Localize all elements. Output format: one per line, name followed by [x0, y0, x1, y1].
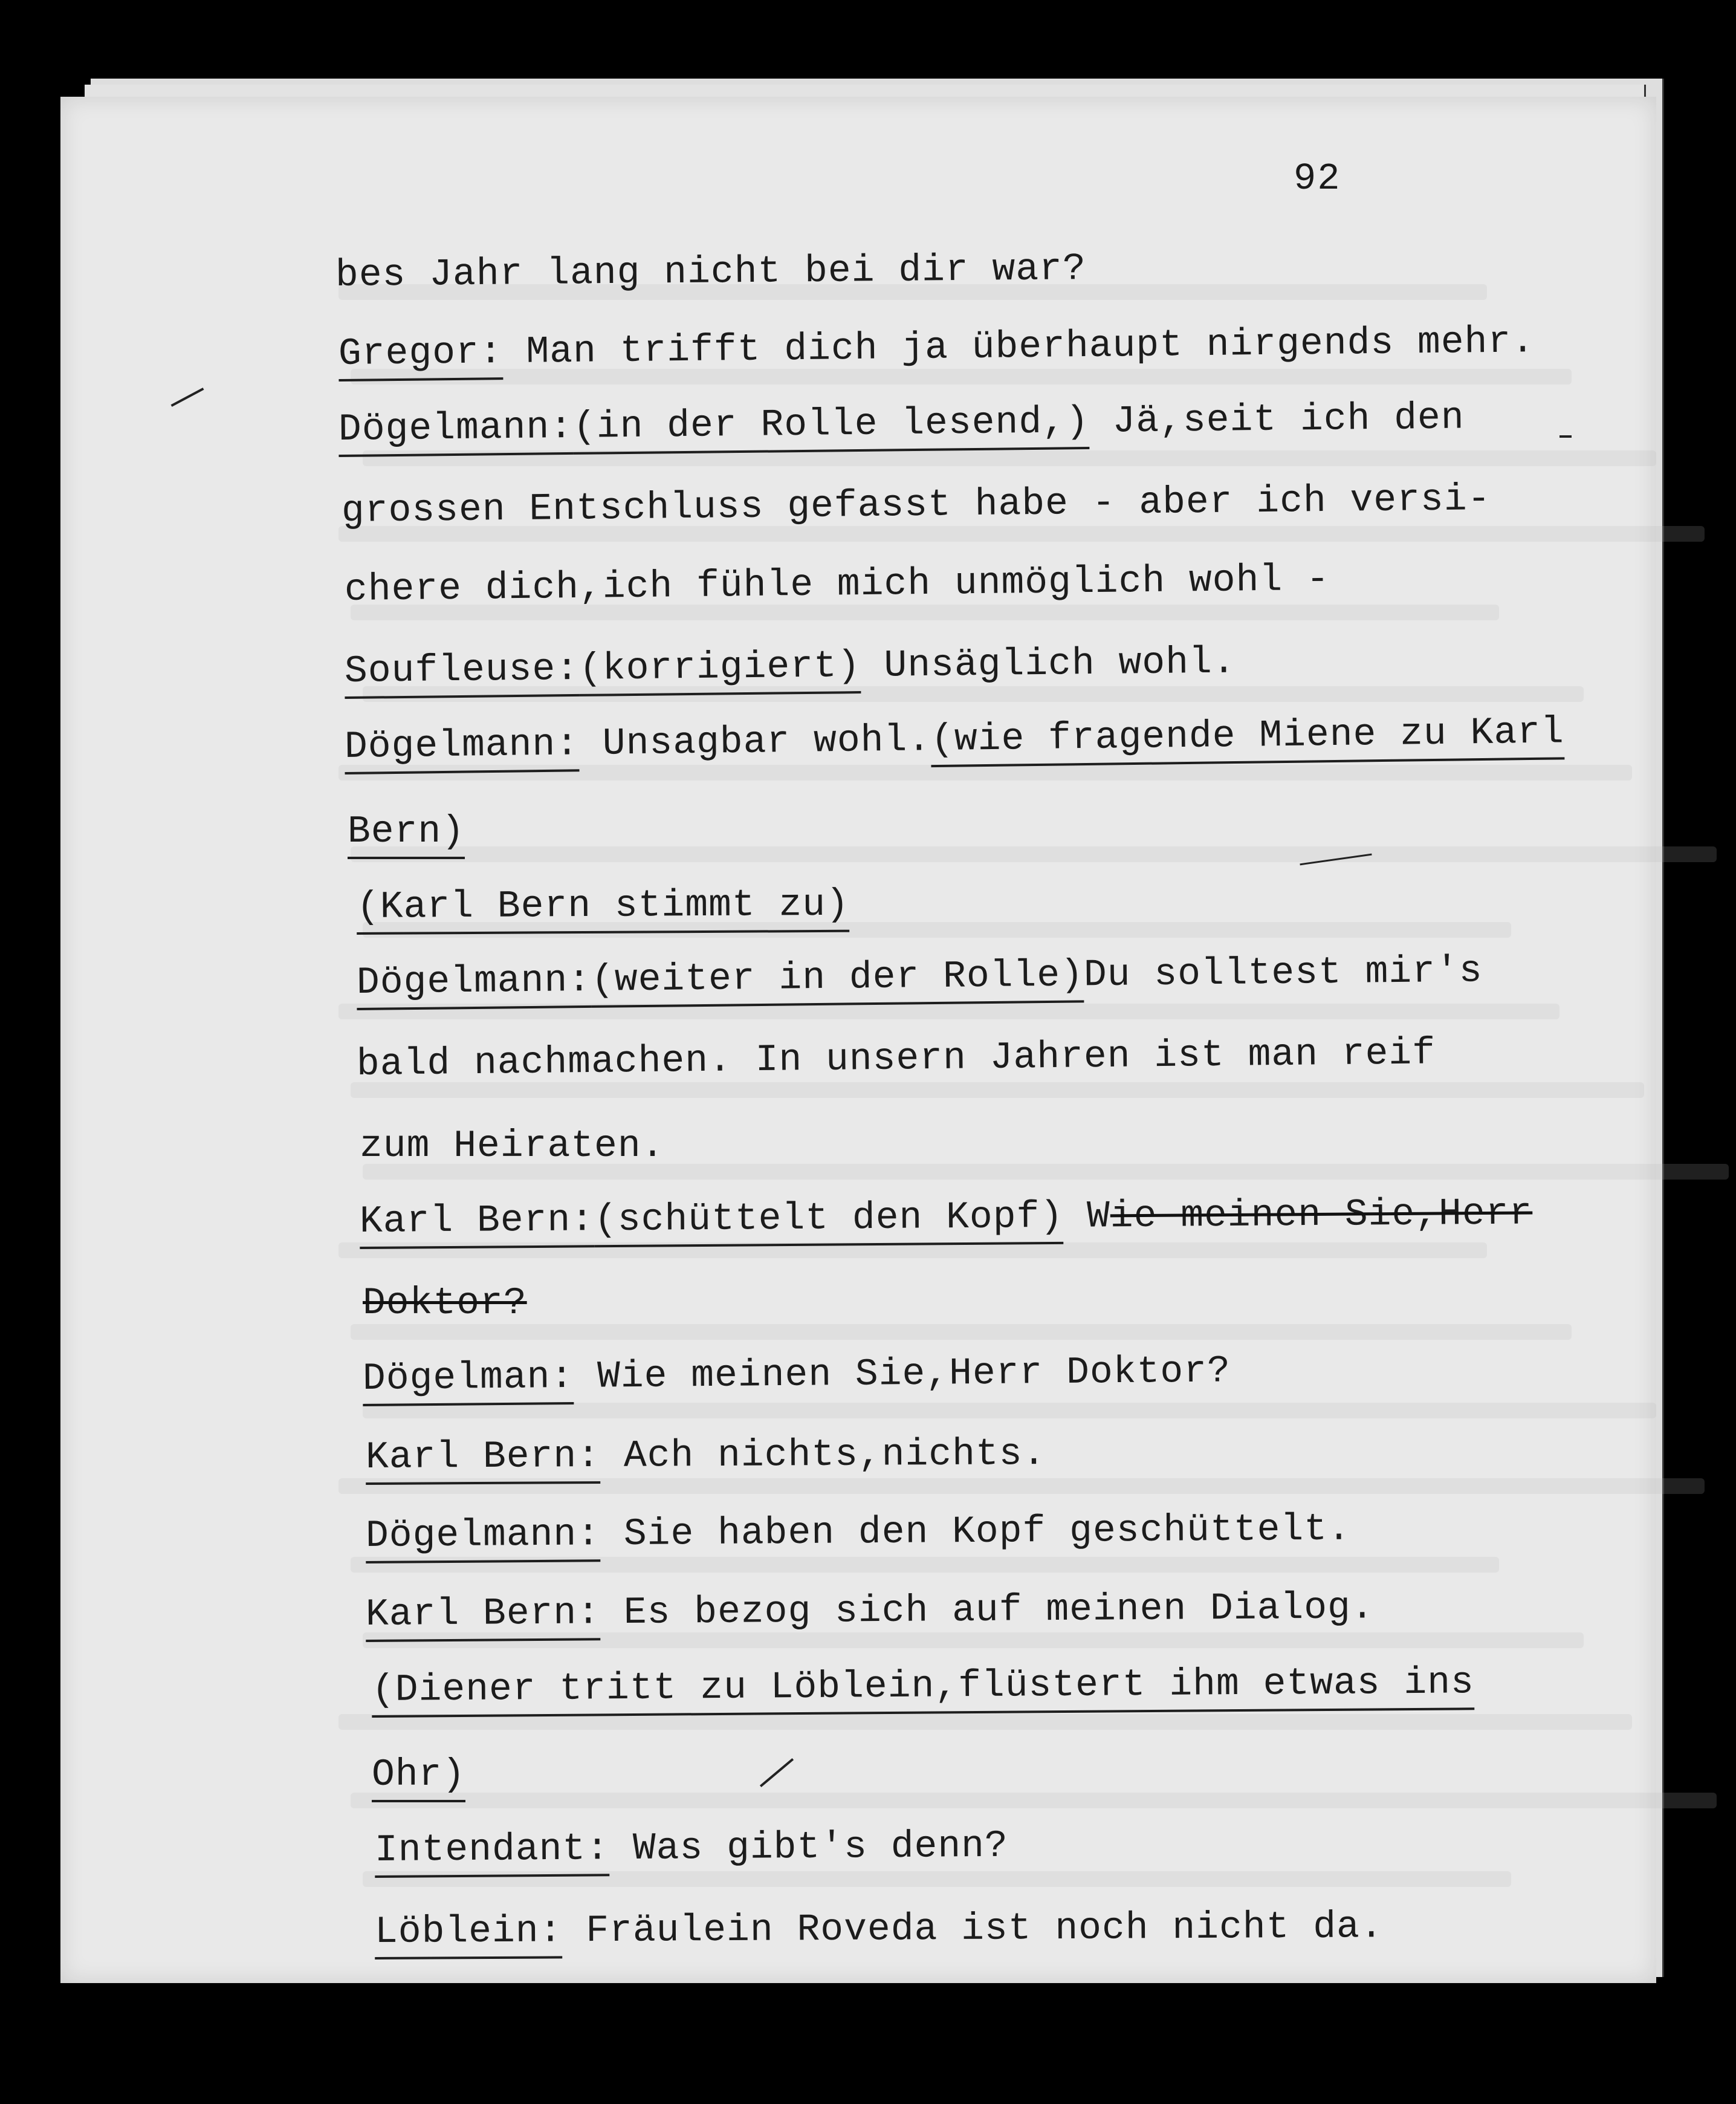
underlined-text: (weiter in der Rolle) — [591, 953, 1084, 1008]
show-through-mark — [363, 1403, 1656, 1418]
typed-line — [357, 883, 849, 929]
underlined-text: Intendant: — [375, 1827, 610, 1878]
line-text: Man trifft dich ja überhaupt nirgends mehr. — [502, 320, 1535, 374]
underlined-text: Dögelmann: — [345, 722, 580, 774]
line-text: Ach nichts,nichts. — [600, 1432, 1046, 1478]
underlined-text: Karl Bern: — [360, 1198, 595, 1249]
typed-line — [372, 1661, 1474, 1712]
typed-line — [335, 247, 1086, 297]
line-text: W — [1063, 1195, 1111, 1238]
show-through-mark — [351, 1324, 1572, 1340]
underlined-text: Bern) — [348, 810, 465, 859]
typed-line — [366, 1508, 1351, 1557]
underlined-text: (Diener tritt zu Löblein,flüstert ihm etwas ins — [372, 1661, 1474, 1718]
typed-line — [375, 1905, 1384, 1953]
line-text: bald nachmachen. In unsern Jahren ist man reif — [356, 1031, 1436, 1086]
line-text: Es bezog sich auf meinen Dialog. — [600, 1586, 1375, 1635]
show-through-mark — [351, 1793, 1717, 1808]
typed-line — [372, 1753, 465, 1796]
typed-line — [360, 1192, 1533, 1243]
underlined-text: Löblein: — [375, 1909, 563, 1960]
pen-mark — [1559, 435, 1572, 438]
line-text: grossen Entschluss gefasst habe - aber ich versi- — [341, 478, 1491, 533]
line-text: Wie meinen Sie,Herr Doktor? — [573, 1349, 1231, 1398]
underlined-text: Ohr) — [372, 1753, 465, 1802]
underlined-text: Dögelmann: — [338, 406, 574, 457]
line-text: zum Heiraten. — [360, 1125, 665, 1167]
underlined-text: Dögelmann: — [357, 959, 592, 1010]
struck-text: Doktor? — [363, 1282, 527, 1325]
line-text: chere dich,ich fühle mich unmöglich wohl - — [344, 557, 1330, 611]
underlined-text: Dögelman: — [363, 1356, 574, 1406]
typed-line — [363, 1282, 527, 1325]
underlined-text: Dögelmann: — [366, 1513, 601, 1563]
underlined-text: (korrigiert) — [579, 645, 861, 696]
line-text: Unsagbar wohl. — [578, 718, 931, 766]
typed-line — [348, 810, 465, 853]
underlined-text: (in der Rolle lesend,) — [573, 400, 1090, 455]
underlined-text: (wie fragende Miene zu Karl — [931, 710, 1565, 767]
page-number: 92 — [1294, 157, 1341, 200]
line-text: Jä,seit ich den — [1089, 396, 1465, 443]
underlined-text: (schüttelt den Kopf) — [594, 1195, 1064, 1247]
line-text: Unsäglich wohl. — [860, 640, 1236, 688]
underlined-text: Soufleuse: — [345, 648, 580, 699]
typed-line — [363, 1349, 1231, 1400]
line-text: Du solltest mir's — [1083, 949, 1483, 997]
show-through-mark — [351, 846, 1717, 862]
typed-line — [360, 1125, 664, 1167]
underlined-text: Gregor: — [338, 331, 503, 382]
typed-line — [366, 1432, 1046, 1479]
underlined-text: Karl Bern: — [366, 1591, 601, 1642]
line-text: bes Jahr lang nicht bei dir war? — [335, 247, 1087, 297]
underlined-text: (Karl Bern stimmt zu) — [357, 883, 849, 935]
underlined-text: Karl Bern: — [366, 1435, 600, 1485]
line-text: Was gibt's denn? — [609, 1824, 1009, 1871]
show-through-mark — [351, 1082, 1644, 1098]
line-text: Sie haben den Kopf geschüttelt. — [600, 1507, 1352, 1556]
struck-text: ie meinen Sie,Herr — [1110, 1192, 1533, 1238]
typed-line — [375, 1825, 1008, 1872]
typed-line — [366, 1586, 1375, 1636]
line-text: Fräulein Roveda ist noch nicht da. — [562, 1905, 1384, 1953]
